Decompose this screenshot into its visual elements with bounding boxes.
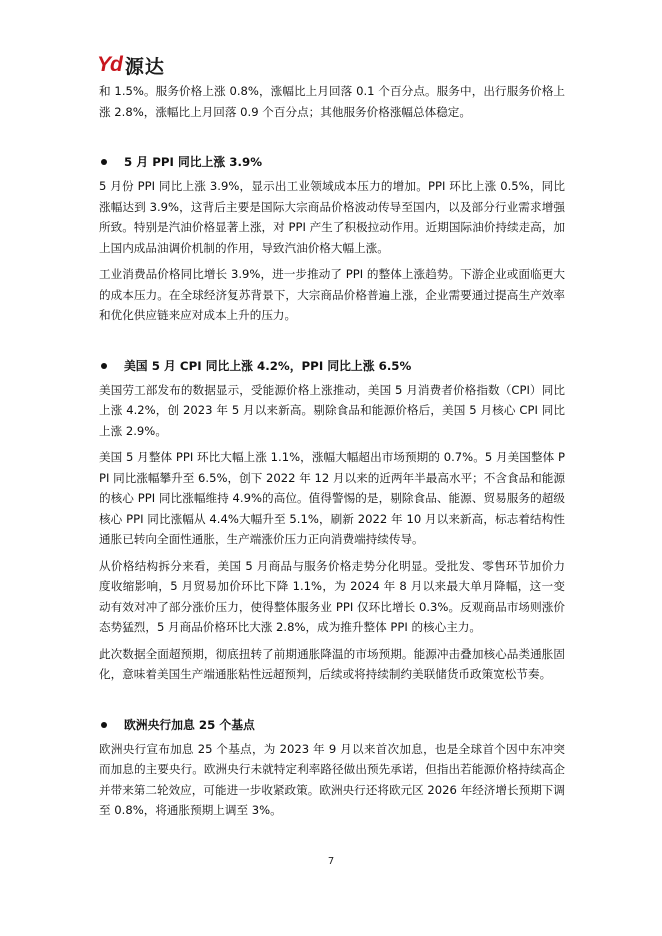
paragraph: 工业消费品价格同比增长 3.9%，进一步推动了 PPI 的整体上涨趋势。下游企业或面临更大的成本压力。在全球经济复苏背景下，大宗商品价格普遍上涨，企业需要通过提高生产效率和优化供应链来应对成本上升的压力。 bbox=[99, 267, 565, 322]
bullet-icon bbox=[101, 722, 107, 728]
section-heading-ppi bbox=[99, 152, 565, 172]
bullet-icon bbox=[101, 159, 107, 165]
page-number: 7 bbox=[327, 856, 335, 867]
document-body bbox=[99, 81, 565, 827]
section-title: 欧洲央行加息 25 个基点 bbox=[124, 717, 255, 732]
section-heading-ecb bbox=[99, 715, 565, 735]
section-title: 美国 5 月 CPI 同比上涨 4.2%，PPI 同比上涨 6.5% bbox=[124, 358, 412, 373]
paragraph: 从价格结构拆分来看，美国 5 月商品与服务价格走势分化明显。受批发、零售环节加价力度收缩影响，5 月贸易加价环比下降 1.1%，为 2024 年 8 月以来最大单月降幅，这一变动有效对冲了部分涨价压力，使得整体服务业 PPI 仅环比增长 0.3%。反观商品市场则涨价态势猛烈，5 月商品价格环比大涨 2.8%，成为推升整体 PPI 的核心主力。 bbox=[99, 558, 565, 634]
intro-paragraph: 和 1.5%。服务价格上涨 0.8%，涨幅比上月回落 0.1 个百分点。服务中，出行服务价格上涨 2.8%，涨幅比上月回落 0.9 个百分点；其他服务价格涨幅总体稳定。 bbox=[99, 84, 565, 119]
paragraph: 美国 5 月整体 PPI 环比大幅上涨 1.1%，涨幅大幅超出市场预期的 0.7%。5 月美国整体 PPI 同比涨幅攀升至 6.5%，创下 2022 年 12 月以来的近两年半最高水平；不含食品和能源的核心 PPI 同比涨幅维持 4.9%的高位。值得警惕的是，剔除食品、能源、贸易服务的超级核心 PPI 同比涨幅从 4.4%大幅升至 5.1%，刷新 2022 年 10 月以来新高，标志着结构性通胀已转向全面性通胀，生产端涨价压力正向消费端持续传导。 bbox=[99, 450, 565, 546]
section-title: 5 月 PPI 同比上涨 3.9% bbox=[124, 155, 263, 169]
paragraph: 此次数据全面超预期，彻底扭转了前期通胀降温的市场预期。能源冲击叠加核心品类通胀固化，意味着美国生产端通胀粘性远超预判，后续或将持续制约美联储货币政策宽松节奏。 bbox=[99, 646, 565, 681]
paragraph: 美国劳工部发布的数据显示，受能源价格上涨推动，美国 5 月消费者价格指数（CPI）同比上涨 4.2%，创 2023 年 5 月以来新高。剔除食品和能源价格后，美国 5 月核心 CPI 同比上涨 2.9%。 bbox=[99, 382, 565, 438]
bullet-icon bbox=[101, 363, 107, 369]
paragraph: 欧洲央行宣布加息 25 个基点，为 2023 年 9 月以来首次加息，也是全球首个因中东冲突而加息的主要央行。欧洲央行未就特定利率路径做出预先承诺，但指出若能源价格持续高企并带来第二轮效应，可能进一步收紧政策。欧洲央行还将欧元区 2026 年经济增长预期下调至 0.8%，将通胀预期上调至 3%。 bbox=[99, 741, 565, 817]
logo-mark: Yd bbox=[97, 53, 122, 76]
logo-text: 源达 bbox=[124, 55, 165, 78]
section-heading-us bbox=[99, 356, 565, 376]
paragraph: 5 月份 PPI 同比上涨 3.9%，显示出工业领域成本压力的增加。PPI 环比上涨 0.5%，同比涨幅达到 3.9%，这背后主要是国际大宗商品价格波动传导至国内，以及部分行业需求增强所致。特别是汽油价格显著上涨，对 PPI 产生了积极拉动作用。近期国际油价持续走高，加上国内成品油调价机制的作用，导致汽油价格大幅上涨。 bbox=[99, 179, 565, 255]
company-logo bbox=[97, 53, 165, 77]
